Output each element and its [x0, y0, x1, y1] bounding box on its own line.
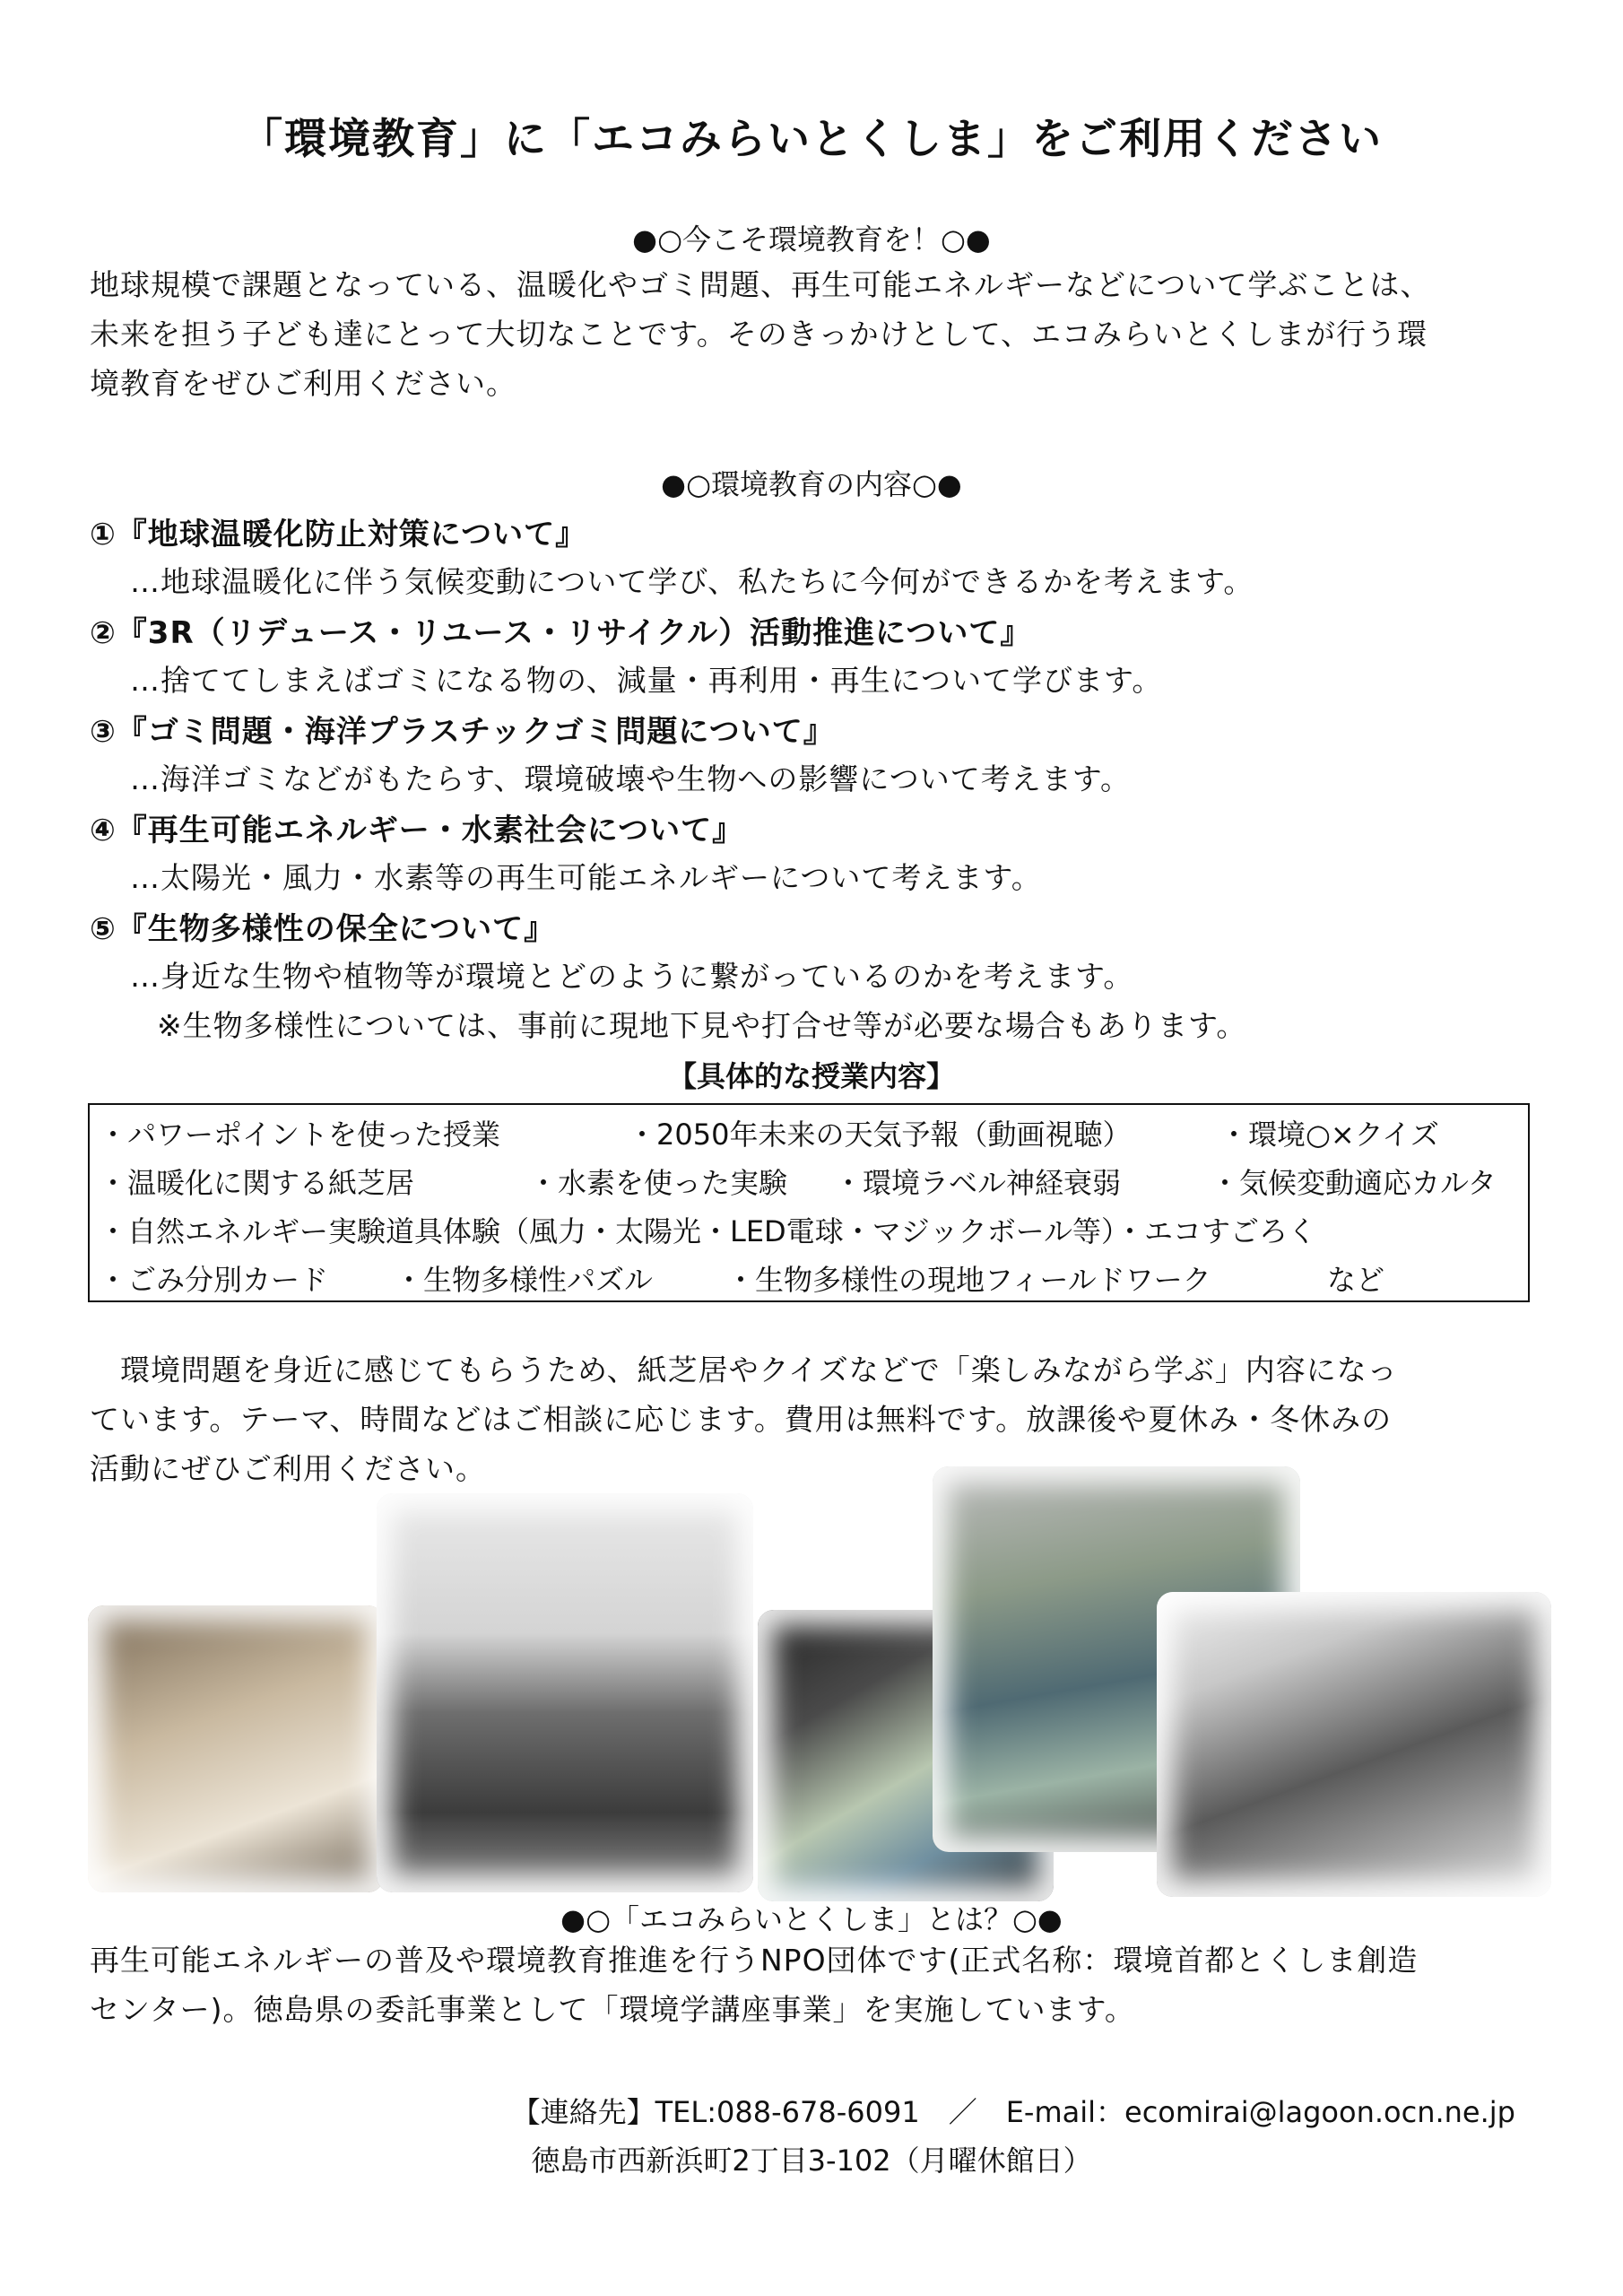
about-paragraph [90, 1935, 1542, 2034]
class-contents-heading: 【具体的な授業内容】 [667, 1059, 955, 1093]
class-item: ・環境○×クイズ [1219, 1118, 1439, 1152]
section-heading-now: ●○今こそ環境教育を！○● [632, 222, 991, 257]
photo-experiment [1157, 1592, 1551, 1897]
class-item: ・ごみ分別カード [99, 1263, 329, 1297]
class-item: ・気候変動適応カルタ [1211, 1166, 1497, 1200]
paragraph-line: ています。テーマ、時間などはご相談に応じます。費用は無料です。放課後や夏休み・冬休みの [90, 1402, 1393, 1437]
item-title-2: ②『3R（リデュース・リユース・リサイクル）活動推進について』 [90, 615, 1032, 651]
paragraph-line: センター)。徳島県の委託事業として「環境学講座事業」を実施しています。 [90, 1992, 1135, 2027]
item-title-1: ①『地球温暖化防止対策について』 [90, 517, 587, 552]
item-title-3: ③『ゴミ問題・海洋プラスチックゴミ問題について』 [90, 714, 835, 750]
class-item: ・水素を使った実験 [529, 1166, 788, 1200]
paragraph-line: 地球規模で課題となっている、温暖化やゴミ問題、再生可能エネルギーなどについて学ぶことは、 [90, 267, 1431, 302]
class-contents-box [88, 1103, 1530, 1302]
learning-paragraph [90, 1345, 1542, 1493]
page-title: 「環境教育」に「エコみらいとくしま」をご利用ください [240, 115, 1383, 164]
paragraph-line: 再生可能エネルギーの普及や環境教育推進を行うNPO団体です(正式名称：環境首都とくしま創造 [90, 1943, 1419, 1978]
class-item: ・生物多様性パズル [395, 1263, 654, 1297]
item-title-4: ④『再生可能エネルギー・水素社会について』 [90, 813, 744, 848]
paragraph-line: 境教育をぜひご利用ください。 [90, 366, 516, 401]
item-desc-1: …地球温暖化に伴う気候変動について学び、私たちに今何ができるかを考えます。 [130, 564, 1254, 599]
class-item: ・2050年未来の天気予報（動画視聴） [628, 1118, 1132, 1152]
photo-card-game [88, 1605, 384, 1892]
paragraph-line: 未来を担う子ども達にとって大切なことです。そのきっかけとして、エコみらいとくしまが行う環 [90, 317, 1428, 352]
class-item: ・環境ラベル神経衰弱 [834, 1166, 1122, 1200]
biodiversity-note: ※生物多様性については、事前に現地下見や打合せ等が必要な場合もあります。 [157, 1008, 1247, 1043]
paragraph-line: 活動にぜひご利用ください。 [90, 1451, 486, 1486]
item-title-5: ⑤『生物多様性の保全について』 [90, 911, 556, 947]
item-desc-3: …海洋ゴミなどがもたらす、環境破壊や生物への影響について考えます。 [130, 761, 1132, 796]
section-heading-about: ●○「エコみらいとくしま」とは？○● [560, 1902, 1063, 1936]
class-item: ・自然エネルギー実験道具体験（風力・太陽光・LED電球・マジックボール等）・エコすごろく [99, 1214, 1317, 1248]
contact-line: 【連絡先】TEL:088-678-6091 ／ E-mail：ecomirai@lagoon.ocn.ne.jp [511, 2095, 1515, 2129]
item-desc-4: …太陽光・風力・水素等の再生可能エネルギーについて考えます。 [130, 860, 1042, 895]
item-desc-5: …身近な生物や植物等が環境とどのように繋がっているのかを考えます。 [130, 959, 1134, 994]
photo-classroom-teacher [377, 1493, 753, 1892]
class-item: ・パワーポイントを使った授業 [99, 1118, 501, 1152]
address-line: 徳島市西新浜町2丁目3-102（月曜休館日） [531, 2144, 1092, 2178]
intro-paragraph [90, 260, 1542, 408]
section-heading-contents: ●○環境教育の内容○● [661, 467, 962, 501]
paragraph-line: 環境問題を身近に感じてもらうため、紙芝居やクイズなどで「楽しみながら学ぶ」内容になっ [90, 1352, 1398, 1387]
item-desc-2: …捨ててしまえばゴミになる物の、減量・再利用・再生について学びます。 [130, 663, 1163, 698]
class-item: ・温暖化に関する紙芝居 [99, 1166, 415, 1200]
class-item: ・生物多様性の現地フィールドワーク [726, 1263, 1211, 1297]
class-item: など [1327, 1263, 1385, 1297]
